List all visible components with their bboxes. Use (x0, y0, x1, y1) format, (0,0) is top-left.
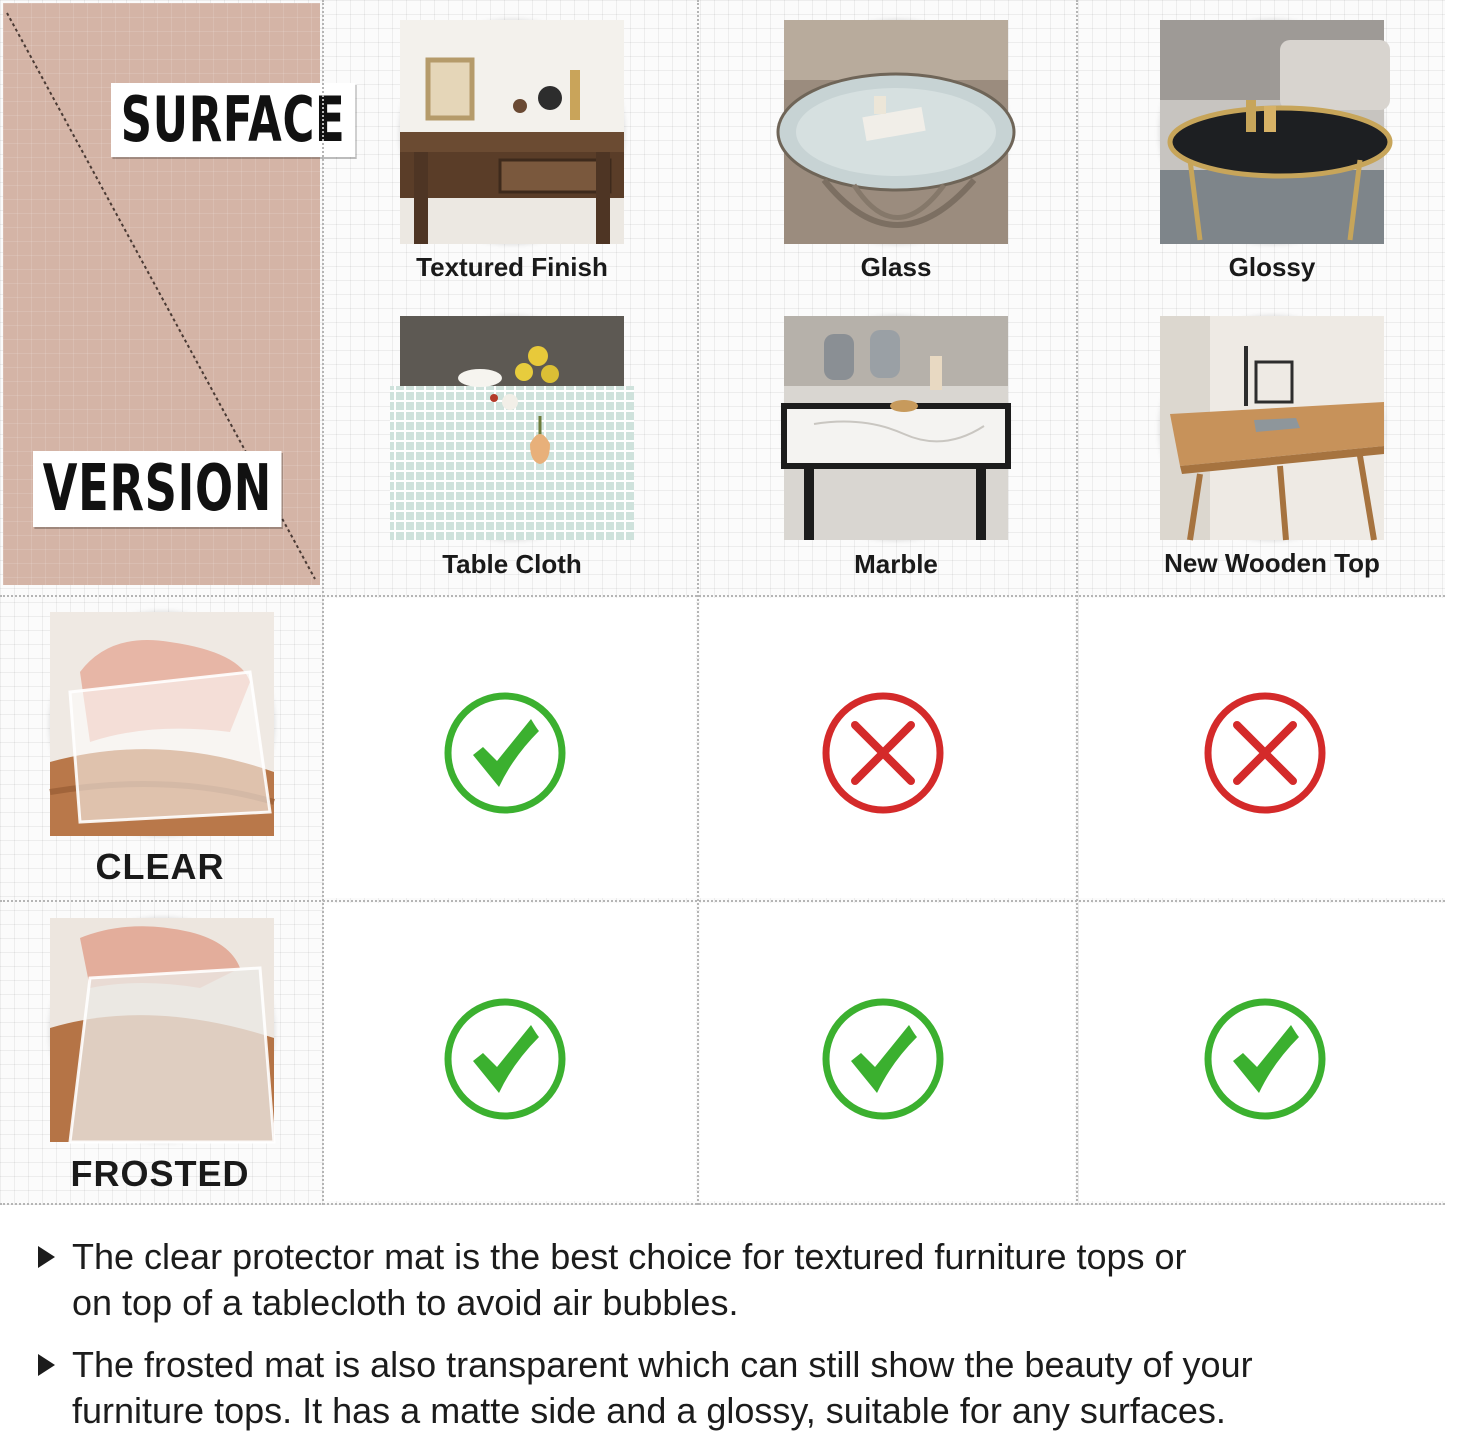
surface-label-textured-finish: Textured Finish (416, 252, 608, 282)
new-wooden-top-photo (1160, 316, 1384, 540)
row-divider (0, 900, 1445, 902)
surface-heading: SURFACE (111, 83, 355, 157)
note-frosted-line1: The frosted mat is also transparent which can still show the beauty of your (72, 1344, 1253, 1385)
column-divider (697, 0, 699, 1205)
clear-textured-result (443, 691, 567, 820)
frosted-glossy-result (1203, 997, 1327, 1126)
surface-label-glass: Glass (860, 252, 932, 282)
note-frosted (38, 1342, 1418, 1434)
cross-icon (1203, 691, 1327, 815)
surface-label-new-wooden-top: New Wooden Top (1164, 548, 1380, 578)
version-heading: VERSION (33, 451, 282, 527)
clear-glossy-result (1203, 691, 1327, 820)
cross-icon (821, 691, 945, 815)
version-label-frosted: FROSTED (70, 1153, 250, 1194)
bullet-triangle-icon (38, 1354, 55, 1376)
version-label-clear: CLEAR (95, 846, 225, 887)
table-cloth-photo (400, 316, 624, 540)
surface-label-marble: Marble (854, 549, 938, 579)
row-divider (0, 1203, 1445, 1205)
check-icon (443, 997, 567, 1121)
note-frosted-line2: furniture tops. It has a matte side and a glossy, suitable for any surfaces. (72, 1390, 1226, 1431)
bullet-triangle-icon (38, 1246, 55, 1268)
clear-mat-photo (50, 612, 274, 836)
clear-glass-result (821, 691, 945, 820)
column-divider (1076, 0, 1078, 1205)
marble-table-photo (784, 316, 1008, 540)
note-clear-line2: on top of a tablecloth to avoid air bubbles. (72, 1282, 739, 1323)
frosted-mat-photo (50, 918, 274, 1142)
note-clear (38, 1234, 1418, 1326)
frosted-glass-result (821, 997, 945, 1126)
note-clear-line1: The clear protector mat is the best choice for textured furniture tops or (72, 1236, 1187, 1277)
surface-label-glossy: Glossy (1228, 252, 1316, 282)
check-icon (443, 691, 567, 815)
glossy-table-photo (1160, 20, 1384, 244)
check-icon (821, 997, 945, 1121)
row-divider (0, 595, 1445, 597)
textured-finish-photo (400, 20, 624, 244)
surface-label-table-cloth: Table Cloth (442, 549, 582, 579)
check-icon (1203, 997, 1327, 1121)
glass-table-photo (784, 20, 1008, 244)
frosted-textured-result (443, 997, 567, 1126)
header-corner-panel (3, 3, 346, 585)
column-divider (322, 0, 324, 1205)
